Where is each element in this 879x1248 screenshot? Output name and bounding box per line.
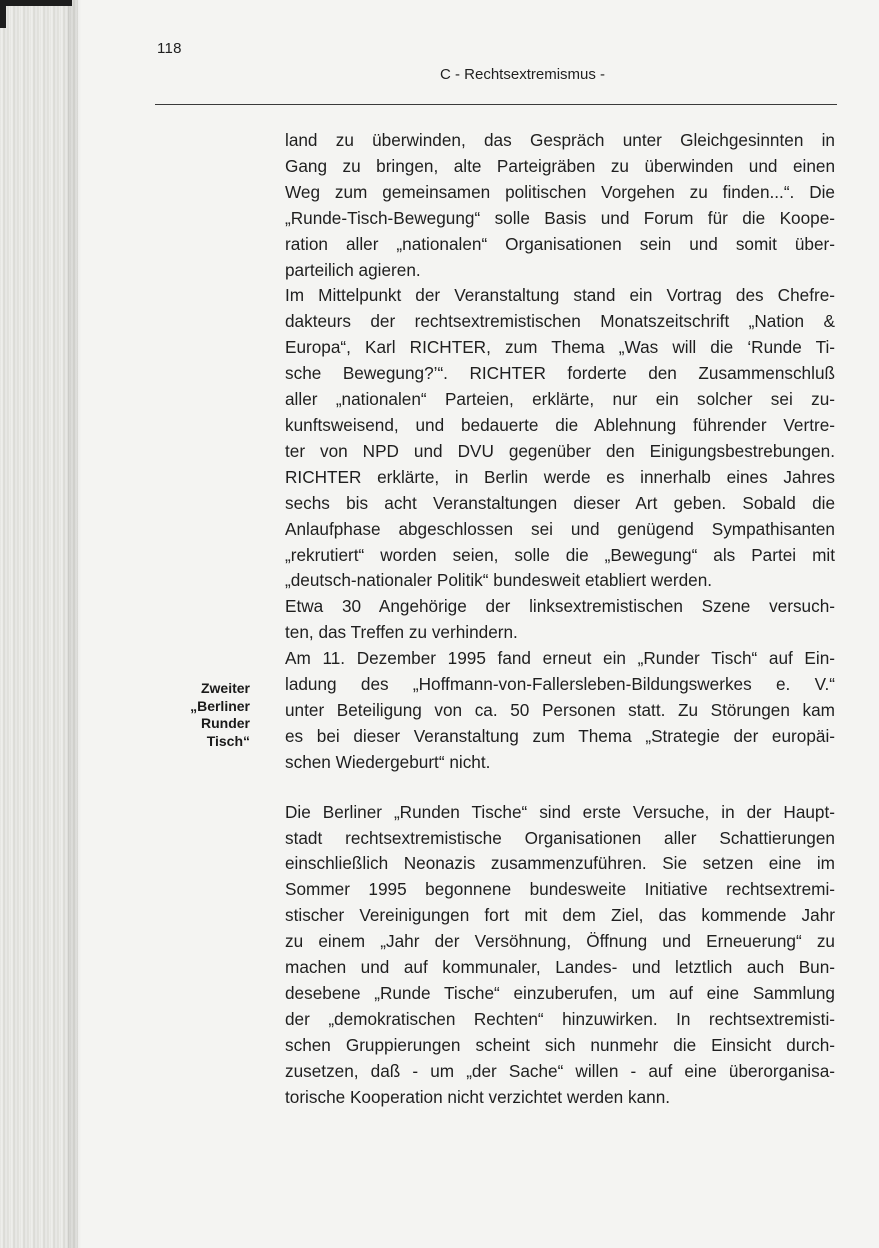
text-line: zu einem „Jahr der Versöhnung, Öffnung und Erneuerung“ zu bbox=[285, 931, 835, 952]
text-line: ten, das Treffen zu verhindern. bbox=[285, 622, 518, 643]
text-line: zusetzen, daß - um „der Sache“ willen - auf eine überorganisa- bbox=[285, 1060, 835, 1081]
text-line: Im Mittelpunkt der Veranstaltung stand ein Vortrag des Chefre- bbox=[285, 285, 835, 306]
text-line: Etwa 30 Angehörige der linksextremistischen Szene versuch- bbox=[285, 596, 835, 617]
text-line: parteilich agieren. bbox=[285, 259, 421, 280]
paragraph-2 bbox=[285, 283, 835, 594]
paragraph-3 bbox=[285, 594, 835, 646]
paragraph-4 bbox=[285, 646, 835, 776]
text-line: machen und auf kommunaler, Landes- und letztlich auch Bun- bbox=[285, 957, 835, 978]
text-line: ration aller „nationalen“ Organisationen sein und somit über- bbox=[285, 233, 835, 254]
margin-note-line: „Berliner bbox=[190, 697, 250, 714]
text-line: kunftsweisend, und bedauerte die Ablehnung führender Vertre- bbox=[285, 414, 835, 435]
text-line: „deutsch-nationaler Politik“ bundesweit etabliert werden. bbox=[285, 570, 713, 591]
text-line: Sommer 1995 begonnene bundesweite Initiative rechtsextremi- bbox=[285, 879, 835, 900]
text-line: der „demokratischen Rechten“ hinzuwirken. In rechtsextremisti- bbox=[285, 1008, 835, 1029]
text-line: RICHTER erklärte, in Berlin werde es innerhalb eines Jahres bbox=[285, 466, 835, 487]
text-line: land zu überwinden, das Gespräch unter Gleichgesinnten in bbox=[285, 130, 835, 150]
paragraph-5 bbox=[285, 800, 835, 1111]
margin-note-line: Tisch“ bbox=[206, 732, 250, 749]
margin-note-line: Zweiter bbox=[200, 680, 250, 696]
text-line: unter Beteiligung von ca. 50 Personen statt. Zu Störungen kam bbox=[285, 699, 835, 720]
text-line: sche Bewegung?’“. RICHTER forderte den Zusammenschluß bbox=[285, 363, 835, 384]
text-line: aller „nationalen“ Parteien, erklärte, nur ein solcher sei zu- bbox=[285, 389, 835, 410]
text-line: ter von NPD und DVU gegenüber den Einigungsbestrebungen. bbox=[285, 440, 835, 461]
text-line: „Runde-Tisch-Bewegung“ solle Basis und Forum für die Koope- bbox=[285, 207, 835, 228]
paragraph-1 bbox=[285, 128, 835, 283]
text-line: torische Kooperation nicht verzichtet werden kann. bbox=[285, 1086, 671, 1107]
text-line: einschließlich Neonazis zusammenzuführen. Sie setzen eine im bbox=[285, 853, 835, 874]
text-line: Anlaufphase abgeschlossen sei und genügend Sympathisanten bbox=[285, 518, 835, 539]
text-line: ladung des „Hoffmann-von-Fallersleben-Bildungswerkes e. V.“ bbox=[285, 674, 835, 695]
body-text bbox=[285, 128, 835, 1111]
text-line: schen Wiedergeburt“ nicht. bbox=[285, 751, 491, 772]
text-line: sechs bis acht Veranstaltungen dieser Art geben. Sobald die bbox=[285, 492, 835, 513]
running-head: C - Rechtsextremismus - bbox=[440, 66, 606, 83]
binding-shadow bbox=[68, 0, 82, 1248]
header-rule bbox=[155, 104, 837, 105]
text-line: stadt rechtsextremistische Organisationen aller Schattierungen bbox=[285, 827, 835, 848]
text-line: Weg zum gemeinsamen politischen Vorgehen zu finden...“. Die bbox=[285, 181, 835, 202]
text-line: es bei dieser Veranstaltung zum Thema „Strategie der europäi- bbox=[285, 725, 835, 746]
text-line: schen Gruppierungen scheint sich nunmehr die Einsicht durch- bbox=[285, 1034, 835, 1055]
text-line: Die Berliner „Runden Tische“ sind erste Versuche, in der Haupt- bbox=[285, 801, 835, 822]
text-line: desebene „Runde Tische“ einzuberufen, um auf eine Sammlung bbox=[285, 983, 835, 1003]
margin-note bbox=[150, 680, 250, 750]
text-line: dakteurs der rechtsextremistischen Monatszeitschrift „Nation & bbox=[285, 311, 835, 332]
margin-note-line: Runder bbox=[201, 715, 250, 731]
page-binding-edge bbox=[0, 0, 78, 1248]
text-line: Gang zu bringen, alte Parteigräben zu überwinden und einen bbox=[285, 155, 835, 176]
text-line: Am 11. Dezember 1995 fand erneut ein „Runder Tisch“ auf Ein- bbox=[285, 648, 835, 669]
text-line: stischer Vereinigungen fort mit dem Ziel, das kommende Jahr bbox=[285, 905, 835, 926]
text-line: Europa“, Karl RICHTER, zum Thema „Was will die ‘Runde Ti- bbox=[285, 337, 835, 358]
text-line: „rekrutiert“ worden seien, solle die „Bewegung“ als Partei mit bbox=[285, 544, 835, 565]
page-number: 118 bbox=[157, 40, 182, 57]
scan-corner-mark bbox=[0, 0, 72, 28]
